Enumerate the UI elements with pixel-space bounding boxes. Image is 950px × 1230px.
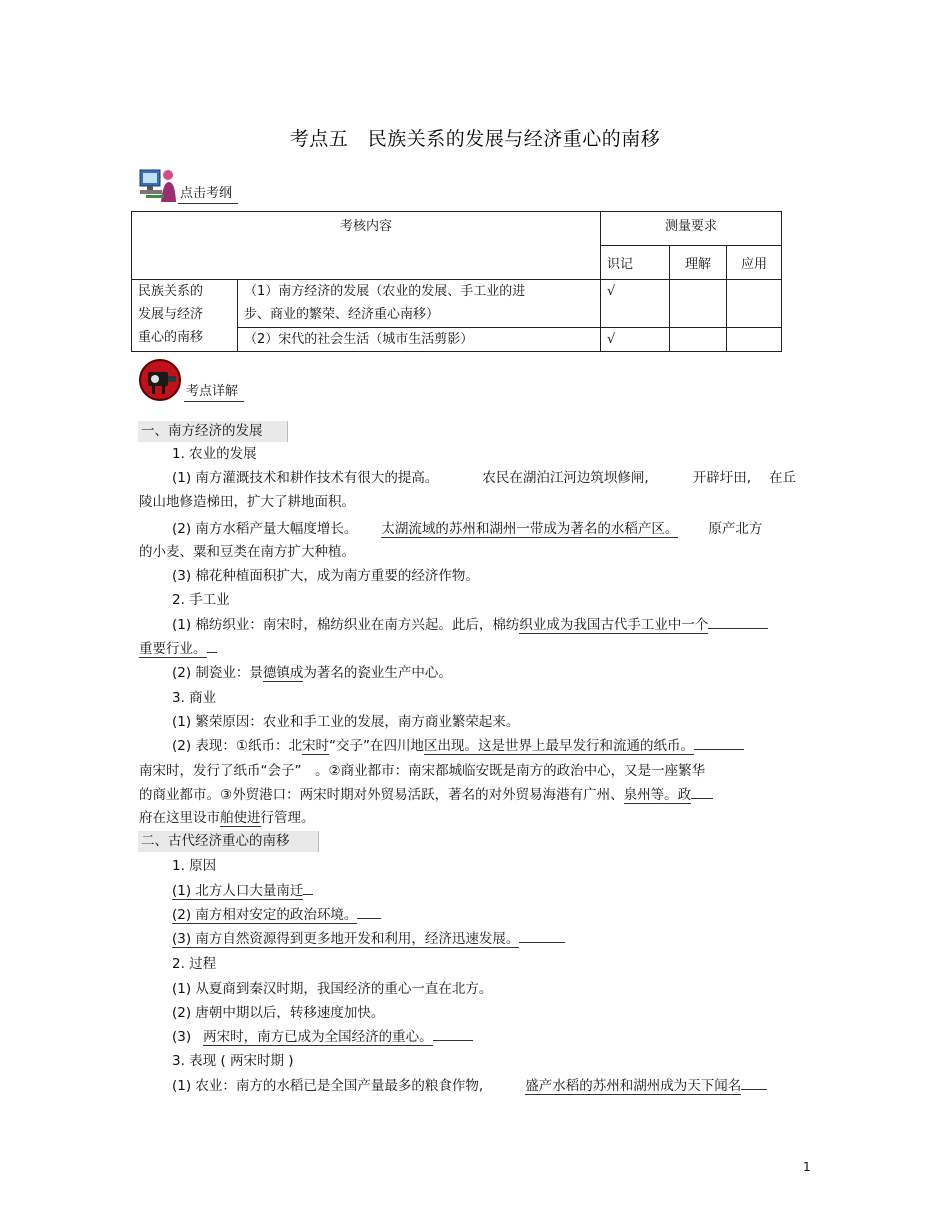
process-title: 2. 过程 <box>172 956 217 972</box>
topic-line: 民族关系的 <box>138 284 204 299</box>
page-number: 1 <box>803 1160 811 1174</box>
craft-p1-line1: (1) 棉纺织业：南宋时，棉纺织业在南方兴起。此后，棉纺织业成为我国古代手工业中一个 <box>172 615 768 635</box>
syllabus-banner <box>138 166 238 204</box>
cause-item-1: (1) 北方人口大量南迁 <box>172 881 313 901</box>
row1-content <box>238 280 601 328</box>
agri-p2-line2: 的小麦、粟和豆类在南方扩大种植。 <box>139 544 355 560</box>
row1-check: √ <box>601 280 670 328</box>
commerce-p1: (1) 繁荣原因：农业和手工业的发展，南方商业繁荣起来。 <box>172 714 520 730</box>
level-apply: 应用 <box>727 246 782 280</box>
agri-p2-line1: (2) 南方水稻产量大幅度增长。 太湖流域的苏州和湖州一带成为著名的水稻产区。 原产北方 <box>172 521 763 537</box>
row1-line: 步、商业的繁荣、经济重心南移） <box>244 307 440 322</box>
level-memorize: 识记 <box>601 246 670 280</box>
row1-apply <box>727 280 782 328</box>
process-p3: (3) 两宋时，南方已成为全国经济的重心。 <box>172 1027 473 1047</box>
section-heading-2: 二、古代经济重心的南移 <box>138 831 319 852</box>
process-p1: (1) 从夏商到秦汉时期，我国经济的重心一直在北方。 <box>172 981 493 997</box>
page-title: 考点五 民族关系的发展与经济重心的南移 <box>289 128 661 150</box>
agri-p1-line2: 陵山地修造梯田，扩大了耕地面积。 <box>139 494 355 510</box>
craft-title: 2. 手工业 <box>172 592 230 608</box>
section-heading-1: 一、南方经济的发展 <box>138 421 288 442</box>
commerce-p2-line2: 南宋时，发行了纸币“会子” 。②商业都市：南宋都城临安既是南方的政治中心，又是一座繁华 <box>139 763 706 779</box>
agri-p3: (3) 棉花种植面积扩大，成为南方重要的经济作物。 <box>172 568 479 584</box>
syllabus-table <box>131 211 782 352</box>
agri-title: 1. 农业的发展 <box>172 446 257 462</box>
show-title: 3. 表现 ( 两宋时期 ) <box>172 1053 294 1069</box>
commerce-title: 3. 商业 <box>172 690 217 706</box>
craft-p2: (2) 制瓷业：景德镇成为著名的瓷业生产中心。 <box>172 665 452 681</box>
cause-title: 1. 原因 <box>172 858 217 874</box>
topic-line: 发展与经济 <box>138 307 204 322</box>
cause-item-2: (2) 南方相对安定的政治环境。 <box>172 905 381 925</box>
show-p1: (1) 农业：南方的水稻已是全国产量最多的粮食作物, 盛产水稻的苏州和湖州成为天下闻名 <box>172 1076 767 1096</box>
process-p2: (2) 唐朝中期以后，转移速度加快。 <box>172 1005 385 1021</box>
topic-line: 重心的南移 <box>138 330 204 345</box>
row1-line: （1）南方经济的发展（农业的发展、手工业的进 <box>244 284 526 299</box>
projector-icon <box>138 358 184 402</box>
row2-check: √ <box>601 328 670 352</box>
row2-content: （2）宋代的社会生活（城市生活剪影） <box>238 328 601 352</box>
row1-understand <box>670 280 727 328</box>
computer-user-icon <box>138 166 178 204</box>
topic-cell <box>132 280 238 352</box>
detail-label: 考点详解 <box>184 384 244 402</box>
syllabus-label: 点击考纲 <box>178 186 238 204</box>
detail-banner <box>138 358 244 402</box>
level-understand: 理解 <box>670 246 727 280</box>
craft-p1-line2: 重要行业。 <box>139 639 217 659</box>
row2-apply <box>727 328 782 352</box>
commerce-p2-line1: (2) 表现：①纸币：北宋时“交子”在四川地区出现。这是世界上最早发行和流通的纸币。 <box>172 736 744 756</box>
commerce-p2-line4: 府在这里设市舶使进行管理。 <box>139 810 315 826</box>
row2-understand <box>670 328 727 352</box>
header-content: 考核内容 <box>132 212 601 280</box>
commerce-p2-line3: 的商业都市。③外贸港口：两宋时期对外贸易活跃，著名的对外贸易海港有广州、泉州等。政 <box>139 785 713 805</box>
cause-item-3: (3) 南方自然资源得到更多地开发和利用，经济迅速发展。 <box>172 929 565 949</box>
agri-p1-line1: (1) 南方灌溉技术和耕作技术有很大的提高。 农民在湖泊江河边筑坝修闸, 开辟圩田, 在丘 <box>172 470 797 486</box>
header-requirement: 测量要求 <box>601 212 782 246</box>
